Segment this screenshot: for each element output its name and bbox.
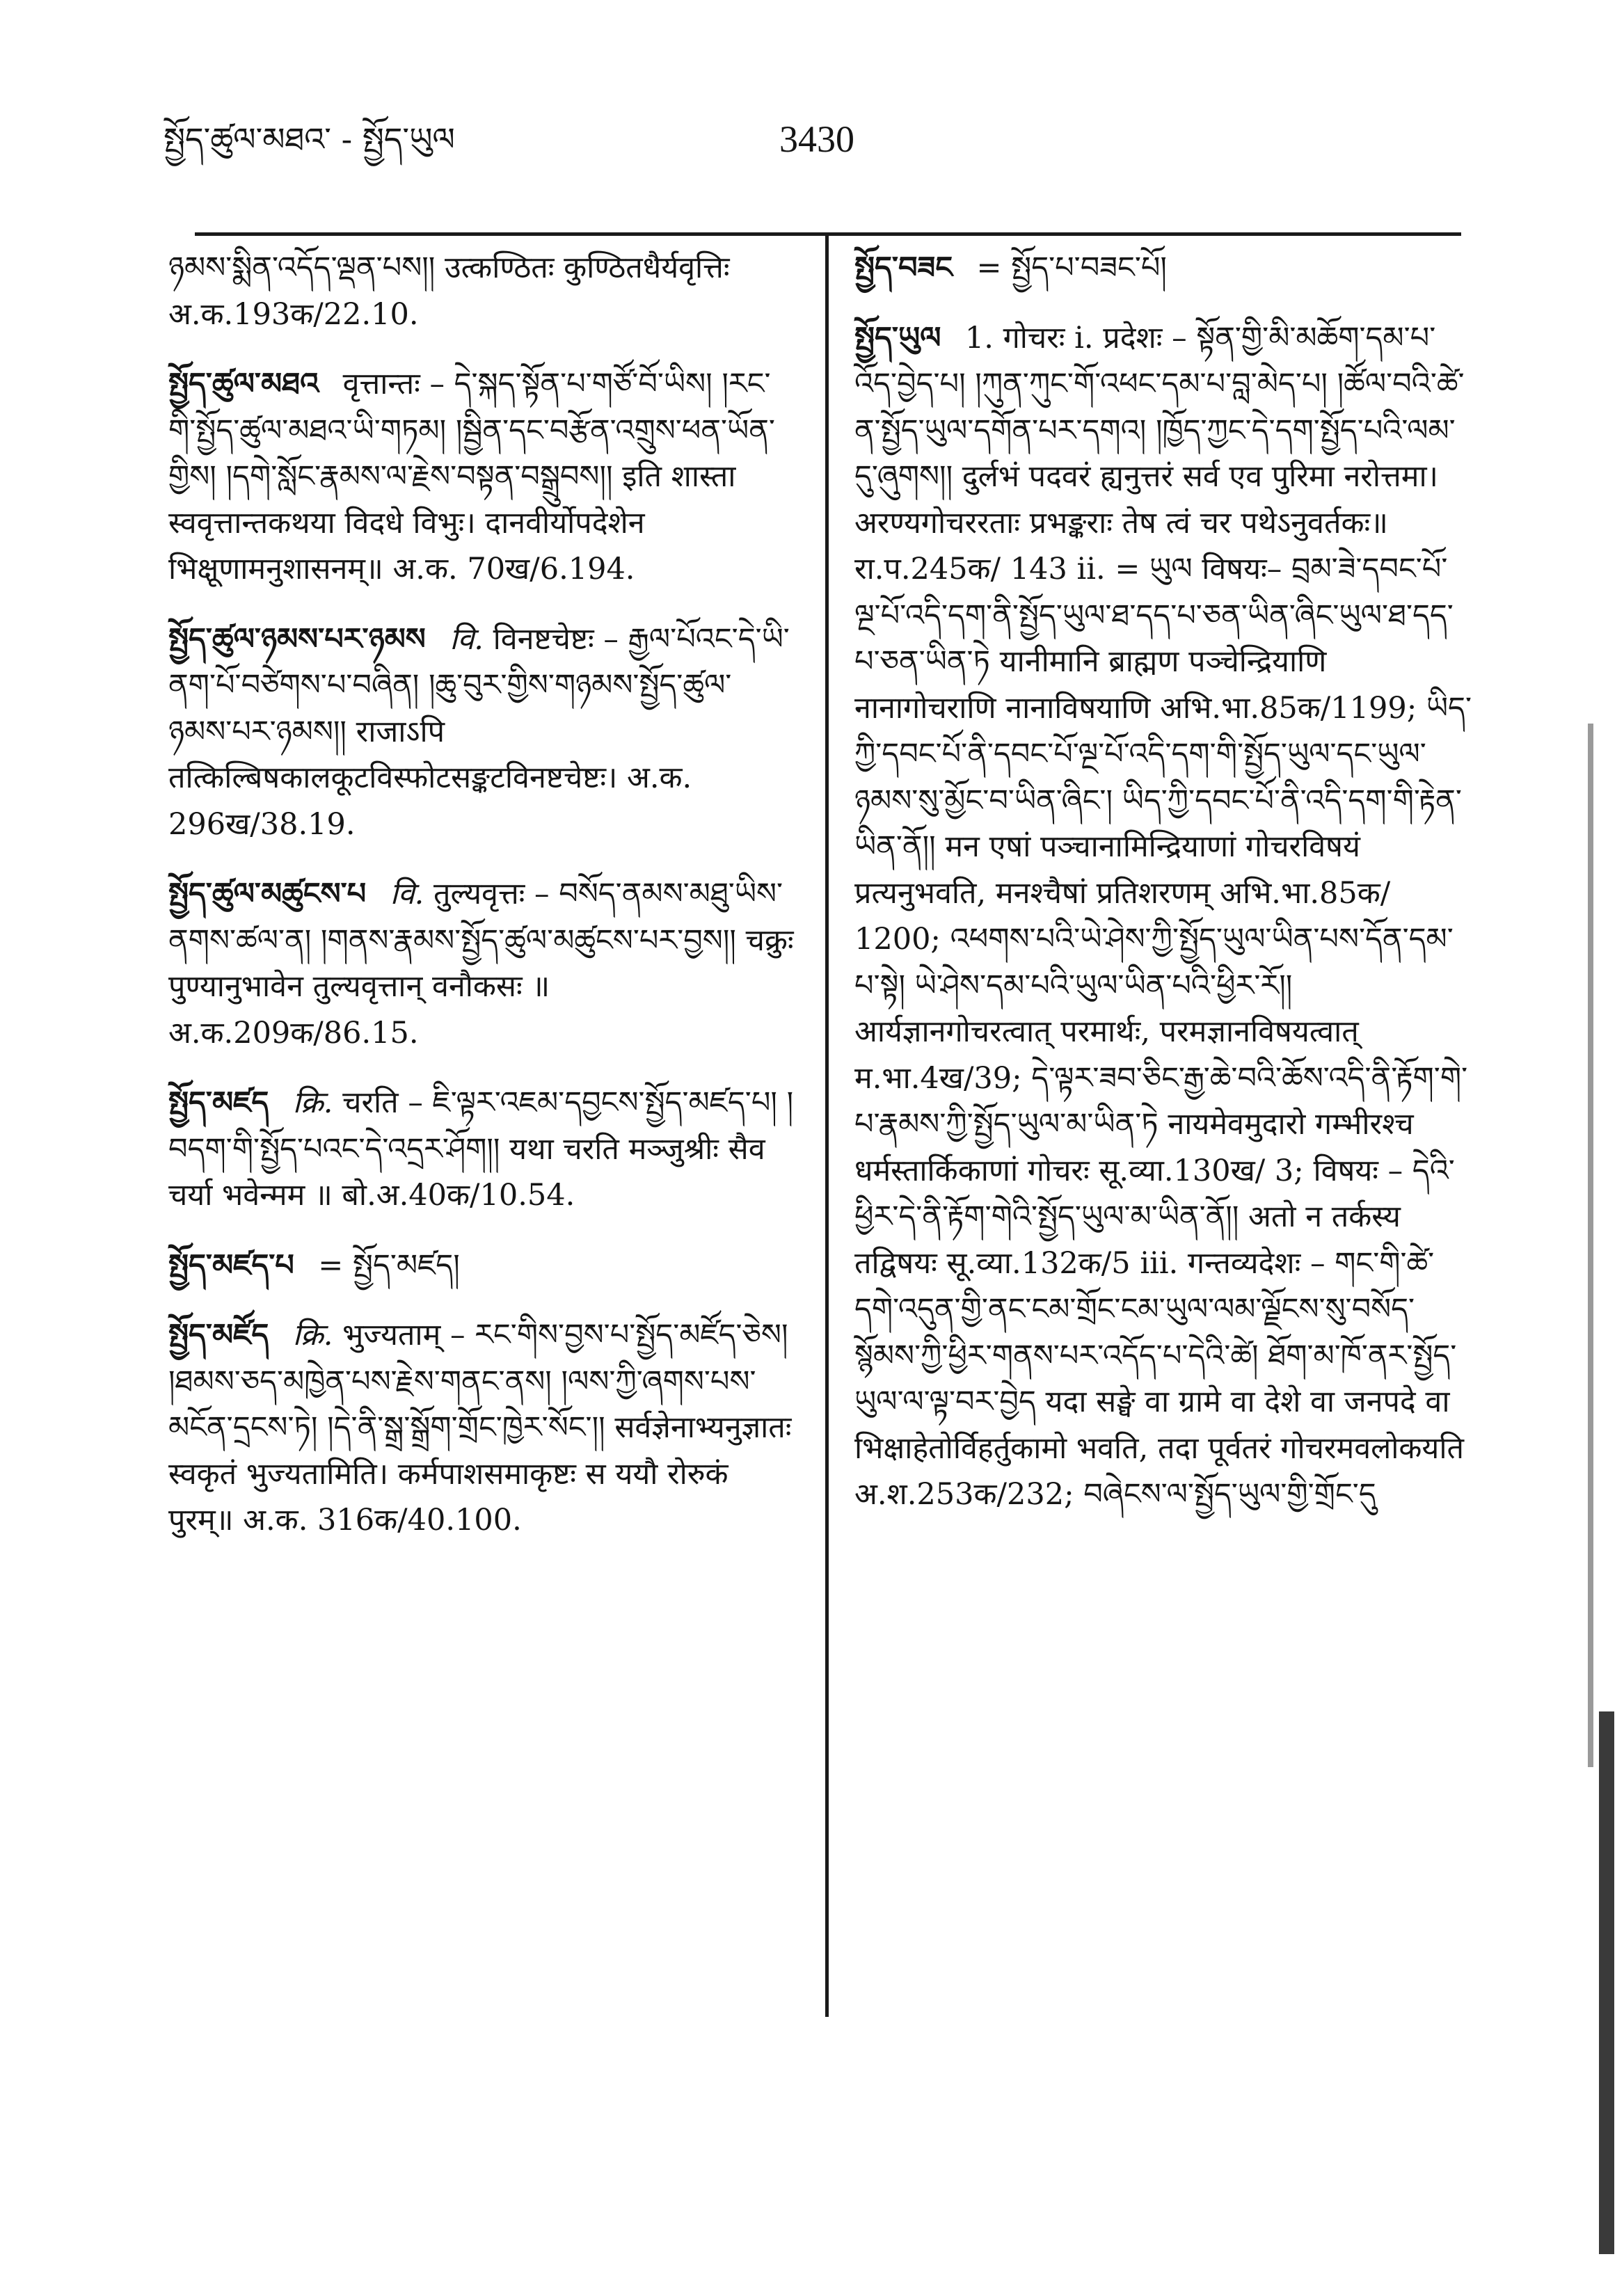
- entry-text: चरति – ཇི་ལྟར་འཇམ་དབྱངས་སྤྱོད་མཛད་པ། །བདག་གི་སྤྱོད་པའང་དེ་འདྲར་ཤོག།། यथा चरति मञ्जुश्रीः सैव चर्या भवेन्मम ॥ बो.अ.40क/10.54.: [168, 1085, 794, 1213]
- entry-pos: क्रि.: [292, 1318, 333, 1352]
- entry-text: वृत्तान्तः – དེ་སྐད་སྟོན་པ་གཙོ་བོ་ཡིས། །རང་གི་སྤྱོད་ཚུལ་མཐའ་ཡི་གཏམ། །སྦྱིན་དང་བརྩོན་འགྲུས་ཕན་ཡོན་གྱིས། །དགེ་སློང་རྣམས་ལ་རྗེས་བསྟན་བསྒྲུབས།། इति शास्ता स्ववृत्तान्तकथया विदधे विभुः। दानवीर्योपदेशेन भिक्षूणामनुशासनम्॥ अ.क. 70ख/6.194.: [168, 367, 775, 586]
- scan-edge-mark: [1599, 1711, 1614, 2254]
- entry-text: भुज्यताम् – རང་གིས་བྱས་པ་སྤྱོད་མཛོད་ཅེས། །ཐམས་ཅད་མཁྱེན་པས་རྗེས་གནང་ནས། །ལས་ཀྱི་ཞགས་པས་མངོན་དྲངས་ཏེ། །དེ་ནི་སྒྲ་སྒྲོག་གྲོང་ཁྱེར་སོང་།། सर्वज्ञेनाभ्यनुज्ञातः स्वकृतं भुज्यतामिति। कर्मपाशसमाकृष्टः स ययौ रोरुकं पुरम्॥ अ.क. 316क/40.100.: [168, 1318, 792, 1538]
- dictionary-entry: [168, 245, 795, 337]
- entry-headword: སྤྱོད་ཚུལ་ཉམས་པར་ཉམས: [168, 621, 426, 657]
- dictionary-entry: [168, 616, 795, 848]
- column-divider: [825, 232, 829, 2017]
- dictionary-entry: [168, 1312, 795, 1544]
- entry-headword: སྤྱོད་བཟང: [854, 250, 953, 285]
- page-number: 3430: [779, 118, 854, 160]
- dictionary-entry: [854, 245, 1472, 292]
- entry-headword: སྤྱོད་ཚུལ་མཐའ: [168, 367, 319, 401]
- entry-headword: སྤྱོད་ཡུལ: [854, 320, 941, 356]
- entry-text: = སྤྱོད་མཛད།: [318, 1247, 460, 1283]
- entry-headword: སྤྱོད་མཛོད: [168, 1318, 269, 1352]
- entry-text: 1. गोचरः i. प्रदेशः – སྟོན་གྱི་མི་མཆོག་དམ་པ་འོད་བྱེད་པ། །ཀུན་ཀུང་གོ་འཕང་དམ་པ་བླ་མེད་པ། །ཚོལ་བའི་ཚེ་ན་སྤྱོད་ཡུལ་དགོན་པར་དགའ། །ཁྱོད་ཀྱང་དེ་དག་སྤྱོད་པའི་ལམ་དུ་ཞུགས།། दुर्लभं पदवरं ह्यनुत्तरं सर्व एव पुरिमा नरोत्तमा। अरण्यगोचररताः प्रभङ्कराः तेष त्वं चर पथेऽनुवर्तकः॥ रा.प.245क/ 143 ii. = ཡུལ विषयः– བྲམ་ཟེ་དབང་པོ་ལྔ་པོ་འདི་དག་ནི་སྤྱོད་ཡུལ་ཐ་དད་པ་ཅན་ཡིན་ཞིང་ཡུལ་ཐ་དད་པ་ཅན་ཡིན་ཏེ यानीमानि ब्राह्मण पञ्चेन्द्रियाणि नानागोचराणि नानाविषयाणि अभि.भा.85क/1199; ཡིད་ཀྱི་དབང་པོ་ནི་དབང་པོ་ལྔ་པོ་འདི་དག་གི་སྤྱོད་ཡུལ་དང་ཡུལ་ཉམས་སུ་མྱོང་བ་ཡིན་ཞིང་། ཡིད་ཀྱི་དབང་པོ་ནི་འདི་དག་གི་རྟེན་ཡིན་ནོ།། मन एषां पञ्चानामिन्द्रियाणां गोचरविषयं प्रत्यनुभवति, मनश्चैषां प्रतिशरणम् अभि.भा.85क/ 1200; འཕགས་པའི་ཡེ་ཤེས་ཀྱི་སྤྱོད་ཡུལ་ཡིན་པས་དོན་དམ་པ་སྟེ། ཡེ་ཤེས་དམ་པའི་ཡུལ་ཡིན་པའི་ཕྱིར་རོ།། आर्यज्ञानगोचरत्वात् परमार्थः, परमज्ञानविषयत्वात् म.भा.4ख/39; དེ་ལྟར་ཟབ་ཅིང་རྒྱ་ཆེ་བའི་ཆོས་འདི་ནི་རྟོག་གེ་པ་རྣམས་ཀྱི་སྤྱོད་ཡུལ་མ་ཡིན་ཏེ नायमेवमुदारो गम्भीरश्च धर्मस्तार्किकाणां गोचरः सू.व्या.130ख/ 3; विषयः – དེའི་ཕྱིར་དེ་ནི་རྟོག་གེའི་སྤྱོད་ཡུལ་མ་ཡིན་ནོ།། अतो न तर्कस्य तद्विषयः सू.व्या.132क/5 iii. गन्तव्यदेशः – གང་གི་ཚེ་དགེ་འདུན་གྱི་ནང་ངམ་གྲོང་ངམ་ཡུལ་ལམ་ལྗོངས་སུ་བསོད་སྙོམས་ཀྱི་ཕྱིར་གནས་པར་འདོད་པ་དེའི་ཚེ། ཐོག་མ་ཁོ་ནར་སྤྱོད་ཡུལ་ལ་ལྟ་བར་བྱེད यदा सङ्घे वा ग्रामे वा देशे वा जनपदे वा भिक्षाहेतोर्विहर्तुकामो भवति, तदा पूर्वतरं गोचरमवलोकयति अ.श.253क/232; བཞེངས་ལ་སྤྱོད་ཡུལ་གྱི་གྲོང་དུ: [854, 320, 1472, 1512]
- entry-headword: སྤྱོད་མཛད་པ: [168, 1247, 294, 1283]
- entry-text: ཉམས་སྨིན་འདོད་ལྡན་པས།། उत्कण्ठितः कुण्ठितधैर्यवृत्तिः अ.क.193क/22.10.: [168, 250, 730, 332]
- entry-headword: སྤྱོད་མཛད: [168, 1085, 269, 1120]
- entry-pos: क्रि.: [292, 1085, 333, 1120]
- dictionary-entry: [168, 871, 795, 1056]
- left-column: [168, 245, 795, 1567]
- entry-text: = སྤྱོད་པ་བཟང་པོ།: [976, 250, 1167, 285]
- entry-headword: སྤྱོད་ཚུལ་མཚུངས་པ: [168, 877, 367, 911]
- right-column: [854, 245, 1472, 1542]
- dictionary-entry: [854, 315, 1472, 1518]
- entry-text: विनष्टचेष्टः – རྒྱལ་པོའང་དེ་ཡི་ནག་པོ་བཙེགས་པ་བཞིན། །ཆུ་བུར་གྱིས་གཉམས་སྤྱོད་ཚུལ་ཉམས་པར་ཉམས།། राजाऽपि तत्किल्बिषकालकूटविस्फोटसङ्कटविनष्टचेष्टः। अ.क. 296ख/38.19.: [168, 621, 790, 842]
- entry-text: तुल्यवृत्तः – བསོད་ནམས་མཐུ་ཡིས་ནགས་ཚལ་ན། །གནས་རྣམས་སྤྱོད་ཚུལ་མཚུངས་པར་བྱས།། चक्रुः पुण्यानुभावेन तुल्यवृत्तान् वनौकसः ॥ अ.क.209क/86.15.: [168, 877, 794, 1051]
- running-head: སྤྱོད་ཚུལ་མཐའ་ - སྤྱོད་ཡུལ: [164, 120, 455, 158]
- scan-edge-mark: [1588, 724, 1593, 1767]
- dictionary-entry: [168, 361, 795, 593]
- dictionary-entry: [168, 1080, 795, 1219]
- entry-pos: वि.: [449, 621, 484, 657]
- dictionary-entry: [168, 1243, 795, 1289]
- entry-pos: वि.: [390, 877, 424, 911]
